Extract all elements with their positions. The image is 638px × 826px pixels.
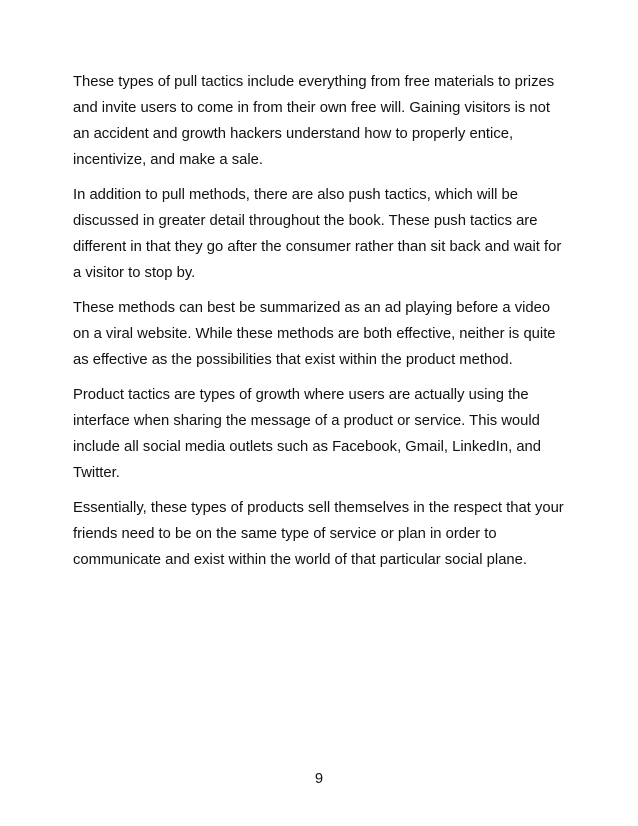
paragraph-line: These types of pull tactics include everything from free materials to prizes (73, 74, 555, 90)
paragraph-line: on a viral website. While these methods are both effective, neither is quite (73, 326, 556, 342)
paragraph-5 (73, 495, 573, 573)
paragraph-line: and invite users to come in from their own free will. Gaining visitors is not (73, 100, 550, 116)
paragraph-line: interface when sharing the message of a product or service. This would (73, 413, 540, 429)
paragraph-4 (73, 382, 573, 486)
paragraph-line: different in that they go after the consumer rather than sit back and wait for (73, 239, 562, 255)
paragraph-line: Essentially, these types of products sell themselves in the respect that your (73, 500, 564, 516)
paragraph-3 (73, 295, 573, 373)
paragraph-line: a visitor to stop by. (73, 265, 196, 281)
paragraph-line: In addition to pull methods, there are also push tactics, which will be (73, 187, 518, 203)
page-number: 9 (314, 771, 324, 787)
paragraph-line: friends need to be on the same type of service or plan in order to (73, 526, 497, 542)
paragraph-line: These methods can best be summarized as an ad playing before a video (73, 300, 551, 316)
paragraph-1 (73, 69, 573, 173)
paragraph-line: as effective as the possibilities that exist within the product method. (73, 352, 513, 368)
paragraph-line: an accident and growth hackers understand how to properly entice, (73, 126, 514, 142)
paragraph-line: Twitter. (73, 465, 120, 481)
paragraph-line: Product tactics are types of growth where users are actually using the (73, 387, 529, 403)
paragraph-line: discussed in greater detail throughout the book. These push tactics are (73, 213, 538, 229)
body-text (73, 69, 573, 582)
paragraph-2 (73, 182, 573, 286)
paragraph-line: include all social media outlets such as Facebook, Gmail, LinkedIn, and (73, 439, 542, 455)
paragraph-line: incentivize, and make a sale. (73, 152, 263, 168)
paragraph-line: communicate and exist within the world of that particular social plane. (73, 552, 528, 568)
